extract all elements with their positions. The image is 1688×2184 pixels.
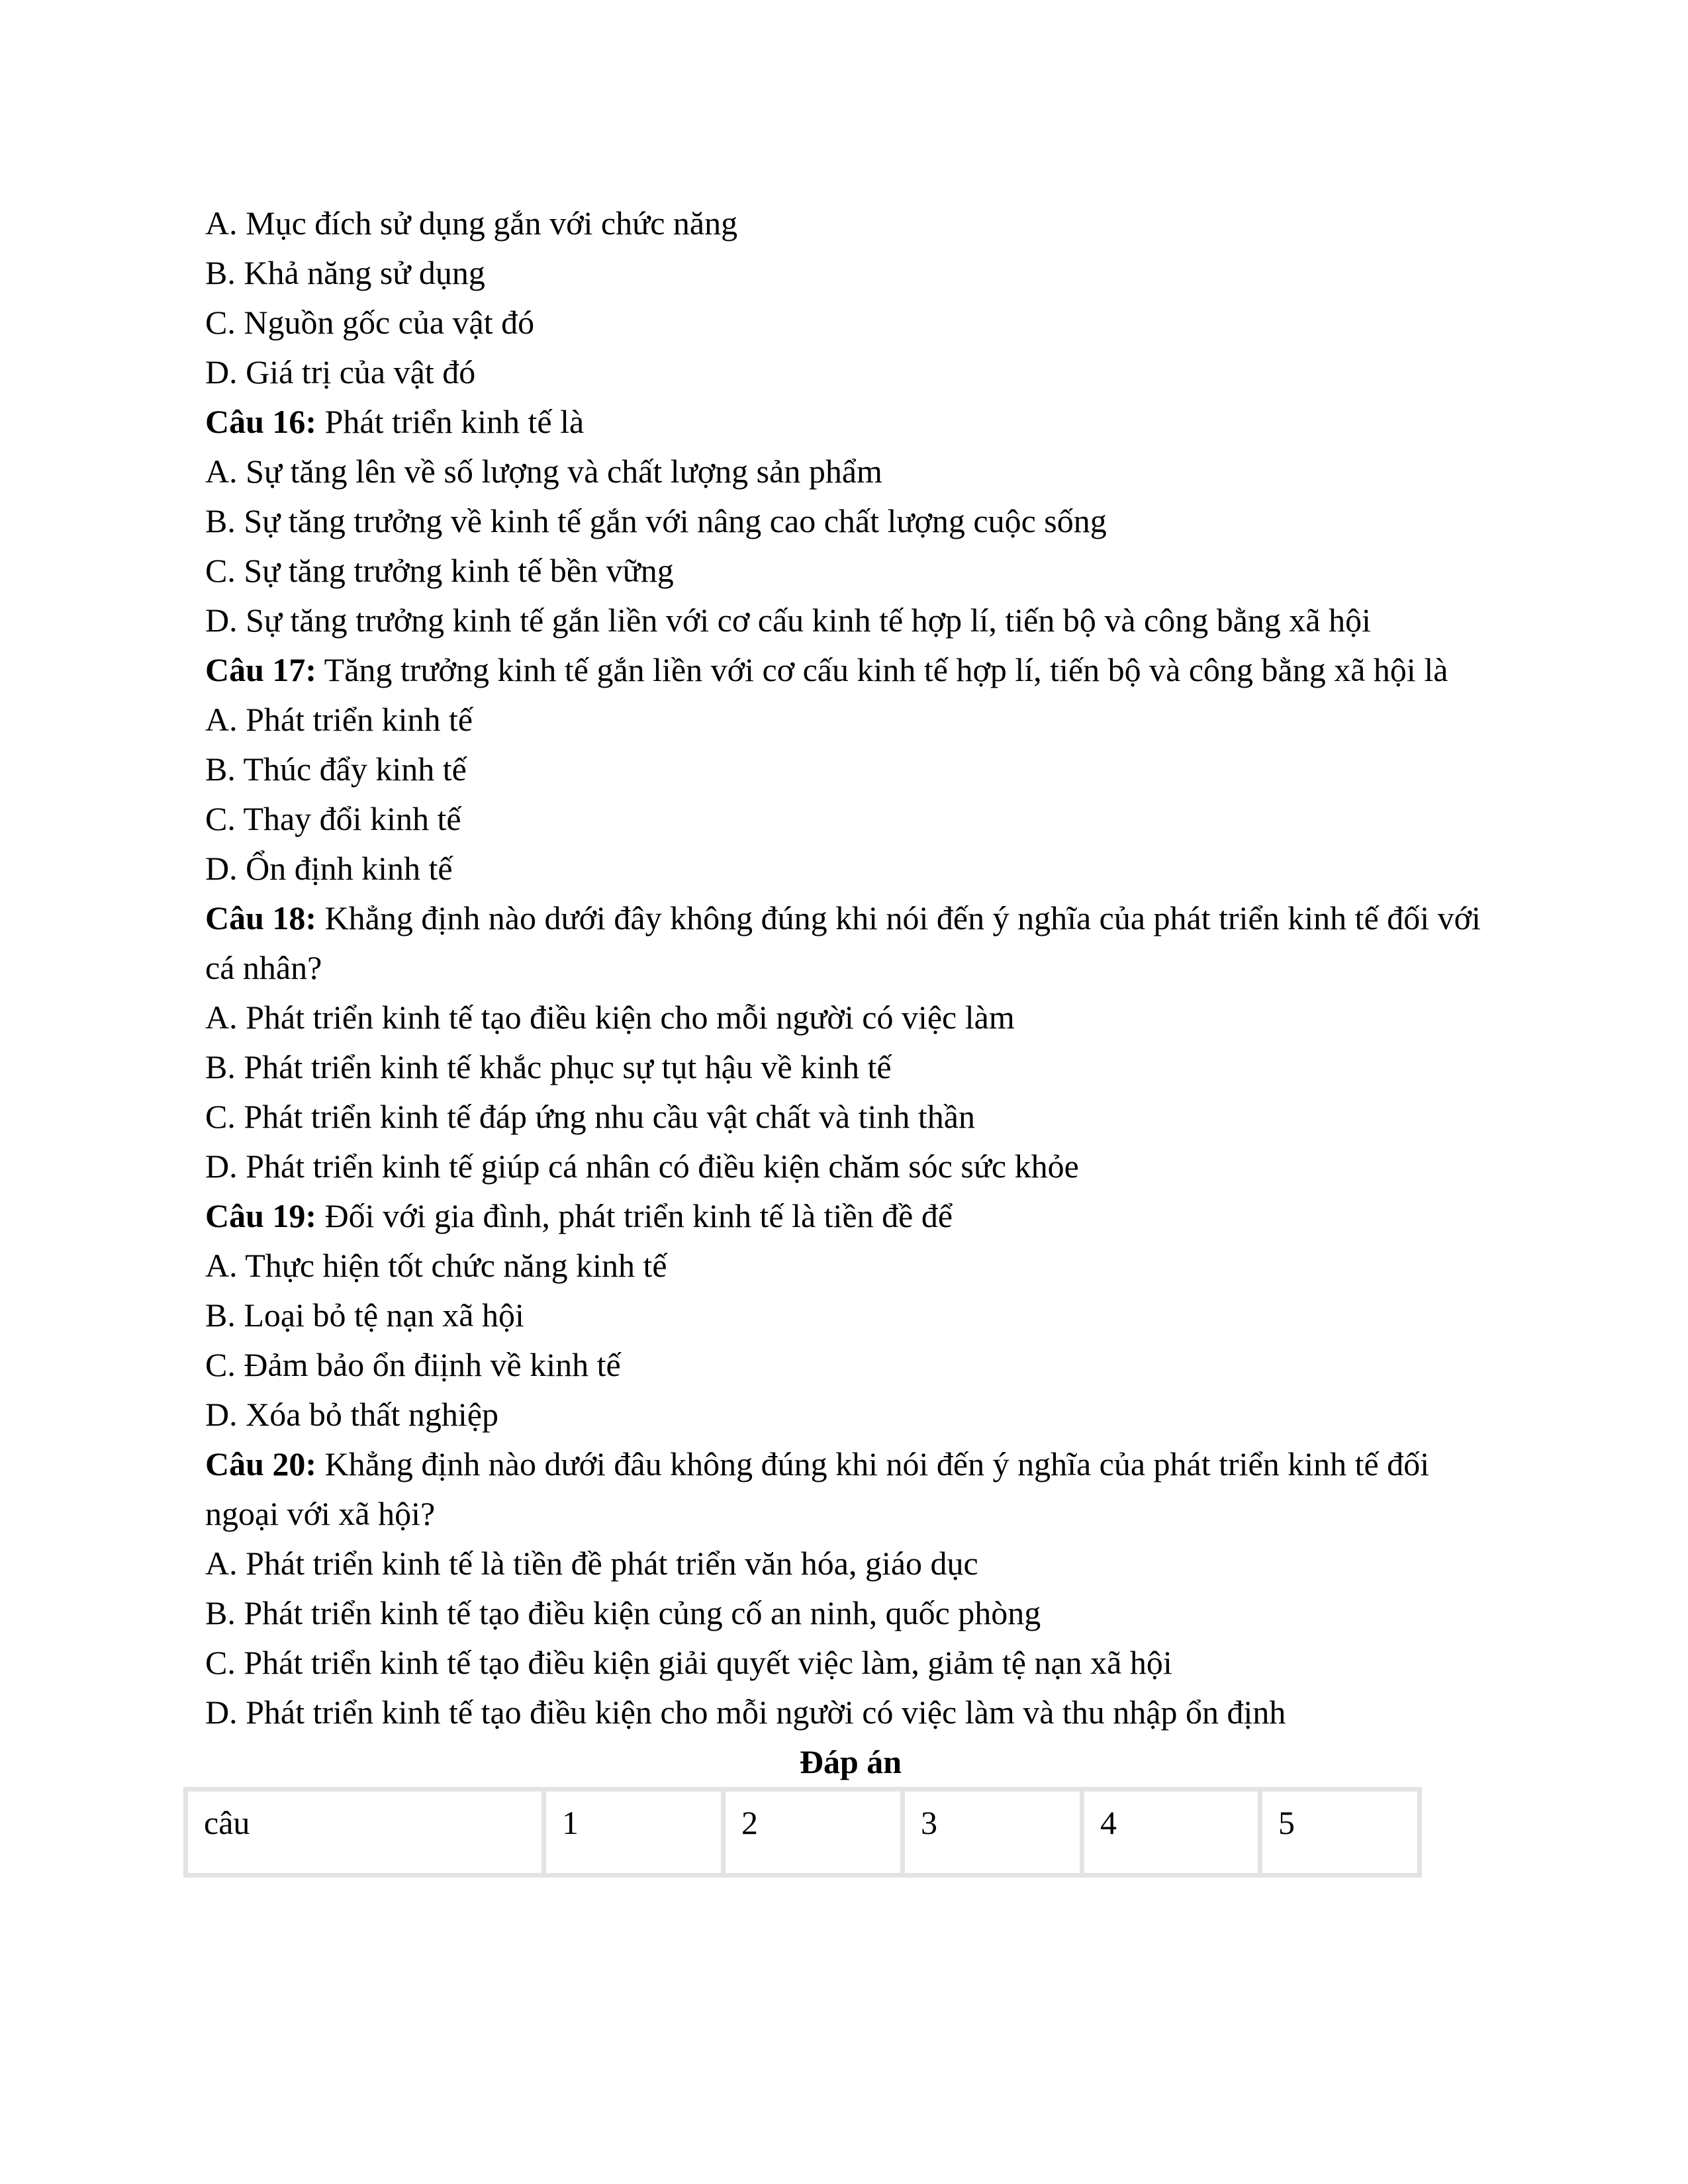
- paragraph-text: C. Sự tăng trưởng kinh tế bền vững: [205, 552, 674, 589]
- paragraph-text: Phát triển kinh tế là: [316, 403, 585, 440]
- paragraph: [205, 248, 1496, 298]
- paragraph: [205, 1539, 1496, 1588]
- paragraph-text: D. Phát triển kinh tế tạo điều kiện cho mỗi người có việc làm và thu nhập ổn định: [205, 1694, 1286, 1731]
- paragraph-text: B. Loại bỏ tệ nạn xã hội: [205, 1297, 524, 1334]
- paragraph: [205, 596, 1496, 645]
- paragraph-text: B. Thúc đẩy kinh tế: [205, 751, 467, 788]
- paragraph: [205, 993, 1496, 1042]
- paragraph-text: A. Phát triển kinh tế là tiền đề phát triển văn hóa, giáo dục: [205, 1545, 978, 1582]
- paragraph: [205, 745, 1496, 794]
- paragraph: [205, 496, 1496, 546]
- paragraph: [205, 546, 1496, 596]
- question-number-label: Câu 17:: [205, 651, 317, 688]
- question-number-label: Câu 20:: [205, 1445, 317, 1482]
- paragraph: [205, 645, 1496, 695]
- answers-table: [183, 1787, 1422, 1878]
- paragraph-text: C. Đảm bảo ổn điịnh về kinh tế: [205, 1346, 621, 1383]
- paragraph-text: D. Ổn định kinh tế: [205, 850, 453, 887]
- paragraph-text: Tăng trưởng kinh tế gắn liền với cơ cấu kinh tế hợp lí, tiến bộ và công bằng xã hội là: [316, 651, 1448, 688]
- question-number-label: Câu 18:: [205, 899, 317, 936]
- paragraph: [205, 1142, 1496, 1191]
- question-number-label: Câu 19:: [205, 1197, 317, 1234]
- paragraph-text: Khẳng định nào dưới đây không đúng khi nói đến ý nghĩa của phát triển kinh tế đối với cá nhân?: [205, 899, 1481, 986]
- answers-table-cell-1: 1: [544, 1790, 724, 1876]
- paragraph: [205, 1191, 1496, 1241]
- paragraph: [205, 1390, 1496, 1439]
- paragraph: [205, 1092, 1496, 1142]
- question-paragraphs: [205, 199, 1496, 1737]
- paragraph-text: D. Giá trị của vật đó: [205, 353, 476, 390]
- paragraph: [205, 199, 1496, 248]
- paragraph: [205, 1439, 1496, 1539]
- paragraph-text: A. Sự tăng lên về số lượng và chất lượng sản phẩm: [205, 453, 882, 490]
- paragraph: [205, 397, 1496, 447]
- answers-table-cell-2: 2: [724, 1790, 903, 1876]
- paragraph: [205, 1291, 1496, 1340]
- paragraph-text: A. Phát triển kinh tế tạo điều kiện cho mỗi người có việc làm: [205, 999, 1015, 1036]
- paragraph: [205, 1340, 1496, 1390]
- answers-table-cell-5: 5: [1260, 1790, 1420, 1876]
- paragraph-text: B. Sự tăng trưởng về kinh tế gắn với nâng cao chất lượng cuộc sống: [205, 502, 1107, 539]
- paragraph-text: C. Phát triển kinh tế đáp ứng nhu cầu vật chất và tinh thần: [205, 1098, 975, 1135]
- answers-heading: Đáp án: [799, 1743, 902, 1780]
- paragraph: [205, 1241, 1496, 1291]
- paragraph: [205, 1688, 1496, 1737]
- paragraph: [205, 893, 1496, 993]
- paragraph-text: C. Nguồn gốc của vật đó: [205, 304, 535, 341]
- paragraph: [205, 794, 1496, 844]
- paragraph-text: B. Phát triển kinh tế khắc phục sự tụt hậu về kinh tế: [205, 1048, 892, 1085]
- paragraph-text: C. Phát triển kinh tế tạo điều kiện giải quyết việc làm, giảm tệ nạn xã hội: [205, 1644, 1172, 1681]
- paragraph-text: B. Khả năng sử dụng: [205, 254, 485, 291]
- paragraph: [205, 1042, 1496, 1092]
- paragraph: [205, 347, 1496, 397]
- paragraph-text: B. Phát triển kinh tế tạo điều kiện củng cố an ninh, quốc phòng: [205, 1594, 1041, 1631]
- paragraph-text: C. Thay đổi kinh tế: [205, 800, 461, 837]
- paragraph-text: D. Sự tăng trưởng kinh tế gắn liền với cơ cấu kinh tế hợp lí, tiến bộ và công bằng xã hội: [205, 602, 1372, 639]
- paragraph-text: Khẳng định nào dưới đâu không đúng khi nói đến ý nghĩa của phát triển kinh tế đối ngoại với xã hội?: [205, 1445, 1430, 1532]
- paragraph-text: A. Phát triển kinh tế: [205, 701, 473, 738]
- question-number-label: Câu 16:: [205, 403, 317, 440]
- paragraph: [205, 447, 1496, 496]
- paragraph: [205, 1588, 1496, 1638]
- answers-table-cell-cau: câu: [186, 1790, 544, 1876]
- paragraph-text: A. Mục đích sử dụng gắn với chức năng: [205, 205, 738, 242]
- paragraph: [205, 1638, 1496, 1688]
- paragraph-text: D. Phát triển kinh tế giúp cá nhân có điều kiện chăm sóc sức khỏe: [205, 1148, 1079, 1185]
- paragraph-text: D. Xóa bỏ thất nghiệp: [205, 1396, 498, 1433]
- answers-table-header-row: [186, 1790, 1420, 1876]
- paragraph: [205, 844, 1496, 893]
- paragraph: [205, 298, 1496, 347]
- answers-table-cell-3: 3: [903, 1790, 1082, 1876]
- paragraph-text: A. Thực hiện tốt chức năng kinh tế: [205, 1247, 667, 1284]
- paragraph: [205, 695, 1496, 745]
- answers-table-cell-4: 4: [1082, 1790, 1260, 1876]
- paragraph-text: Đối với gia đình, phát triển kinh tế là tiền đề để: [316, 1197, 953, 1234]
